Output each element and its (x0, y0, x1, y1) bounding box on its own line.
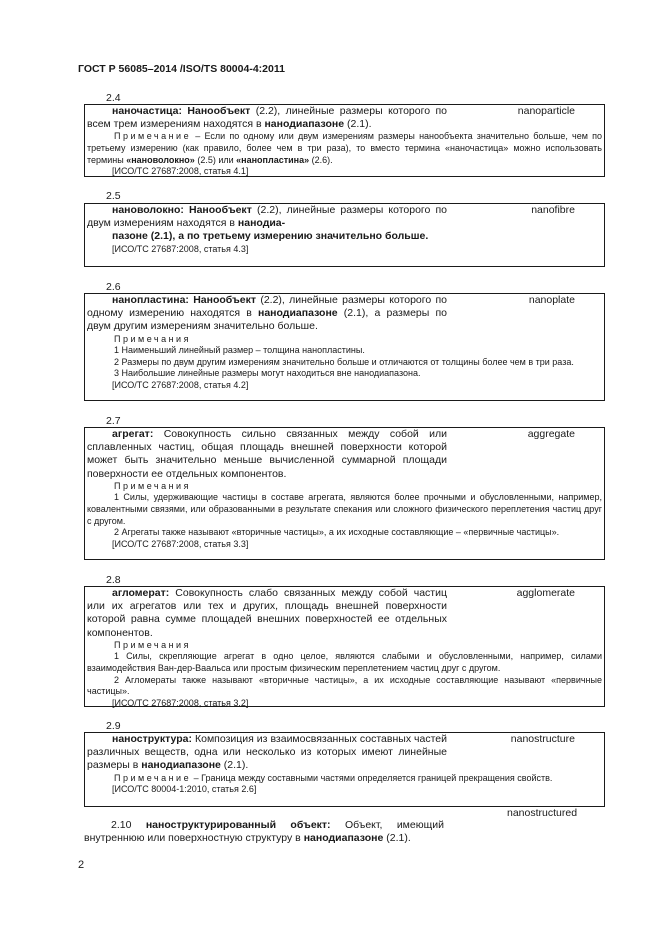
term: агрегат: (112, 428, 154, 440)
english-term: nanostructure (510, 733, 575, 745)
term: наночастица: (112, 105, 182, 117)
note: Примечание – Граница между составными частями определяется границей прекращения свойств. (114, 772, 553, 783)
entry-number: 2.8 (106, 574, 121, 586)
entry-number: 2.10 (111, 819, 132, 831)
source-reference: [ИСО/ТС 27687:2008, статья 3.3] (112, 538, 249, 549)
page-number: 2 (78, 859, 85, 871)
term: наноструктура: (112, 733, 193, 745)
definition: наноструктура: Композиция из взаимосвязанных составных частей различных веществ, одна или несколько из которых имеют линейные размеры в нанодиапазоне (2.1). (87, 733, 447, 772)
note: Примечание – Если по одному или двум измерениям размеры нанообъекта значительно больше, чем по третьему измерению (как правило, более чем в три раза), то вместо термина «наночастица» можно использовать термины «нановолокно» (2.5) или «нанопластина» (2.6). (87, 131, 602, 165)
term: наноструктурированный объект: (145, 819, 331, 831)
document-header: ГОСТ Р 56085–2014 /ISO/TS 80004-4:2011 (78, 63, 285, 75)
notes: Примечания 1 Силы, удерживающие частицы в составе агрегата, являются более прочными и обусловленными, например, ковалентными связями, или образованными в результате спекания или сложного физического переплетения частиц друг с другом. 2 Агрегаты также называют «вторичные частицы», а их исходные составляющие – «первичные частицы». (87, 480, 602, 538)
term-box-aggregate (84, 427, 605, 560)
definition: нановолокно: Нанообъект (2.2), линейные размеры которого по двум измерениям находятся в нанодиа- пазоне (2.1), а по третьему измерению значительно больше. (87, 204, 448, 243)
term-box-nanostructure (84, 732, 605, 807)
term: агломерат: (112, 587, 170, 599)
source-reference: [ИСО/ТС 27687:2008, статья 4.1] (112, 166, 249, 177)
english-term: aggregate (527, 428, 575, 440)
source-reference: [ИСО/ТС 27687:2008, статья 4.2] (112, 379, 249, 390)
entry-number: 2.6 (106, 281, 121, 293)
definition-nanostructured-object: 2.10 наноструктурированный объект: Объект, имеющий внутреннюю или поверхностную структуру в нанодиапазоне (2.1). (84, 819, 444, 845)
entry-number: 2.7 (106, 415, 121, 427)
term-box-nanoplate (84, 293, 605, 401)
source-reference: [ИСО/ТС 27687:2008, статья 4.3] (112, 243, 249, 254)
term-box-nanoparticle (84, 104, 605, 177)
notes: Примечания 1 Силы, скрепляющие агрегат в одно целое, являются слабыми и обусловленными, например, силами взаимодействия Ван-дер-Ваальса или простым физическим переплетением частиц друг с другом. 2 Агломераты также называют «вторичные частицы», а их исходные составляющие называют «первичные частицы». (87, 639, 602, 697)
definition: наночастица: Нанообъект (2.2), линейные размеры которого по всем трем измерениям находятся в нанодиапазоне (2.1). (87, 105, 448, 131)
entry-number: 2.9 (106, 720, 121, 732)
english-term: agglomerate (516, 587, 575, 599)
term-box-nanofibre (84, 203, 605, 267)
notes: Примечания 1 Наименьший линейный размер – толщина нанопластины. 2 Размеры по двум другим измерениям значительно больше и отличаются от толщины более чем в три раза. 3 Наибольшие линейные размеры могут находиться вне нанодиапазона. (114, 333, 574, 379)
english-term: nanofibre (531, 204, 575, 216)
definition: агломерат: Совокупность слабо связанных между собой частиц или их агрегатов или тех и других, площадь внешней поверхности которой равна сумме площадей внешних поверхностей ее отдельных компонентов. (87, 587, 447, 639)
term: нанопластина: (112, 294, 189, 306)
source-reference: [ИСО/ТС 80004-1:2010, статья 2.6] (112, 784, 257, 795)
entry-number: 2.4 (106, 92, 121, 104)
english-term: nanostructured (507, 807, 578, 819)
definition: нанопластина: Нанообъект (2.2), линейные размеры которого по одному измерению находятся в нанодиапазоне (2.1), а размеры по двум другим измерениям значительно больше. (87, 294, 448, 333)
term: нановолокно: (112, 204, 184, 216)
source-reference: [ИСО/ТС 27687:2008, статья 3.2] (112, 697, 249, 708)
term-box-agglomerate (84, 586, 605, 707)
entry-number: 2.5 (106, 190, 121, 202)
english-term: nanoparticle (517, 105, 575, 117)
english-term: nanoplate (528, 294, 575, 306)
definition: агрегат: Совокупность сильно связанных между собой или сплавленных частиц, общая площадь внешней поверхности которой может быть значительно меньше вычисленной суммарной площади поверхности ее отдельных компонентов. (87, 428, 447, 480)
